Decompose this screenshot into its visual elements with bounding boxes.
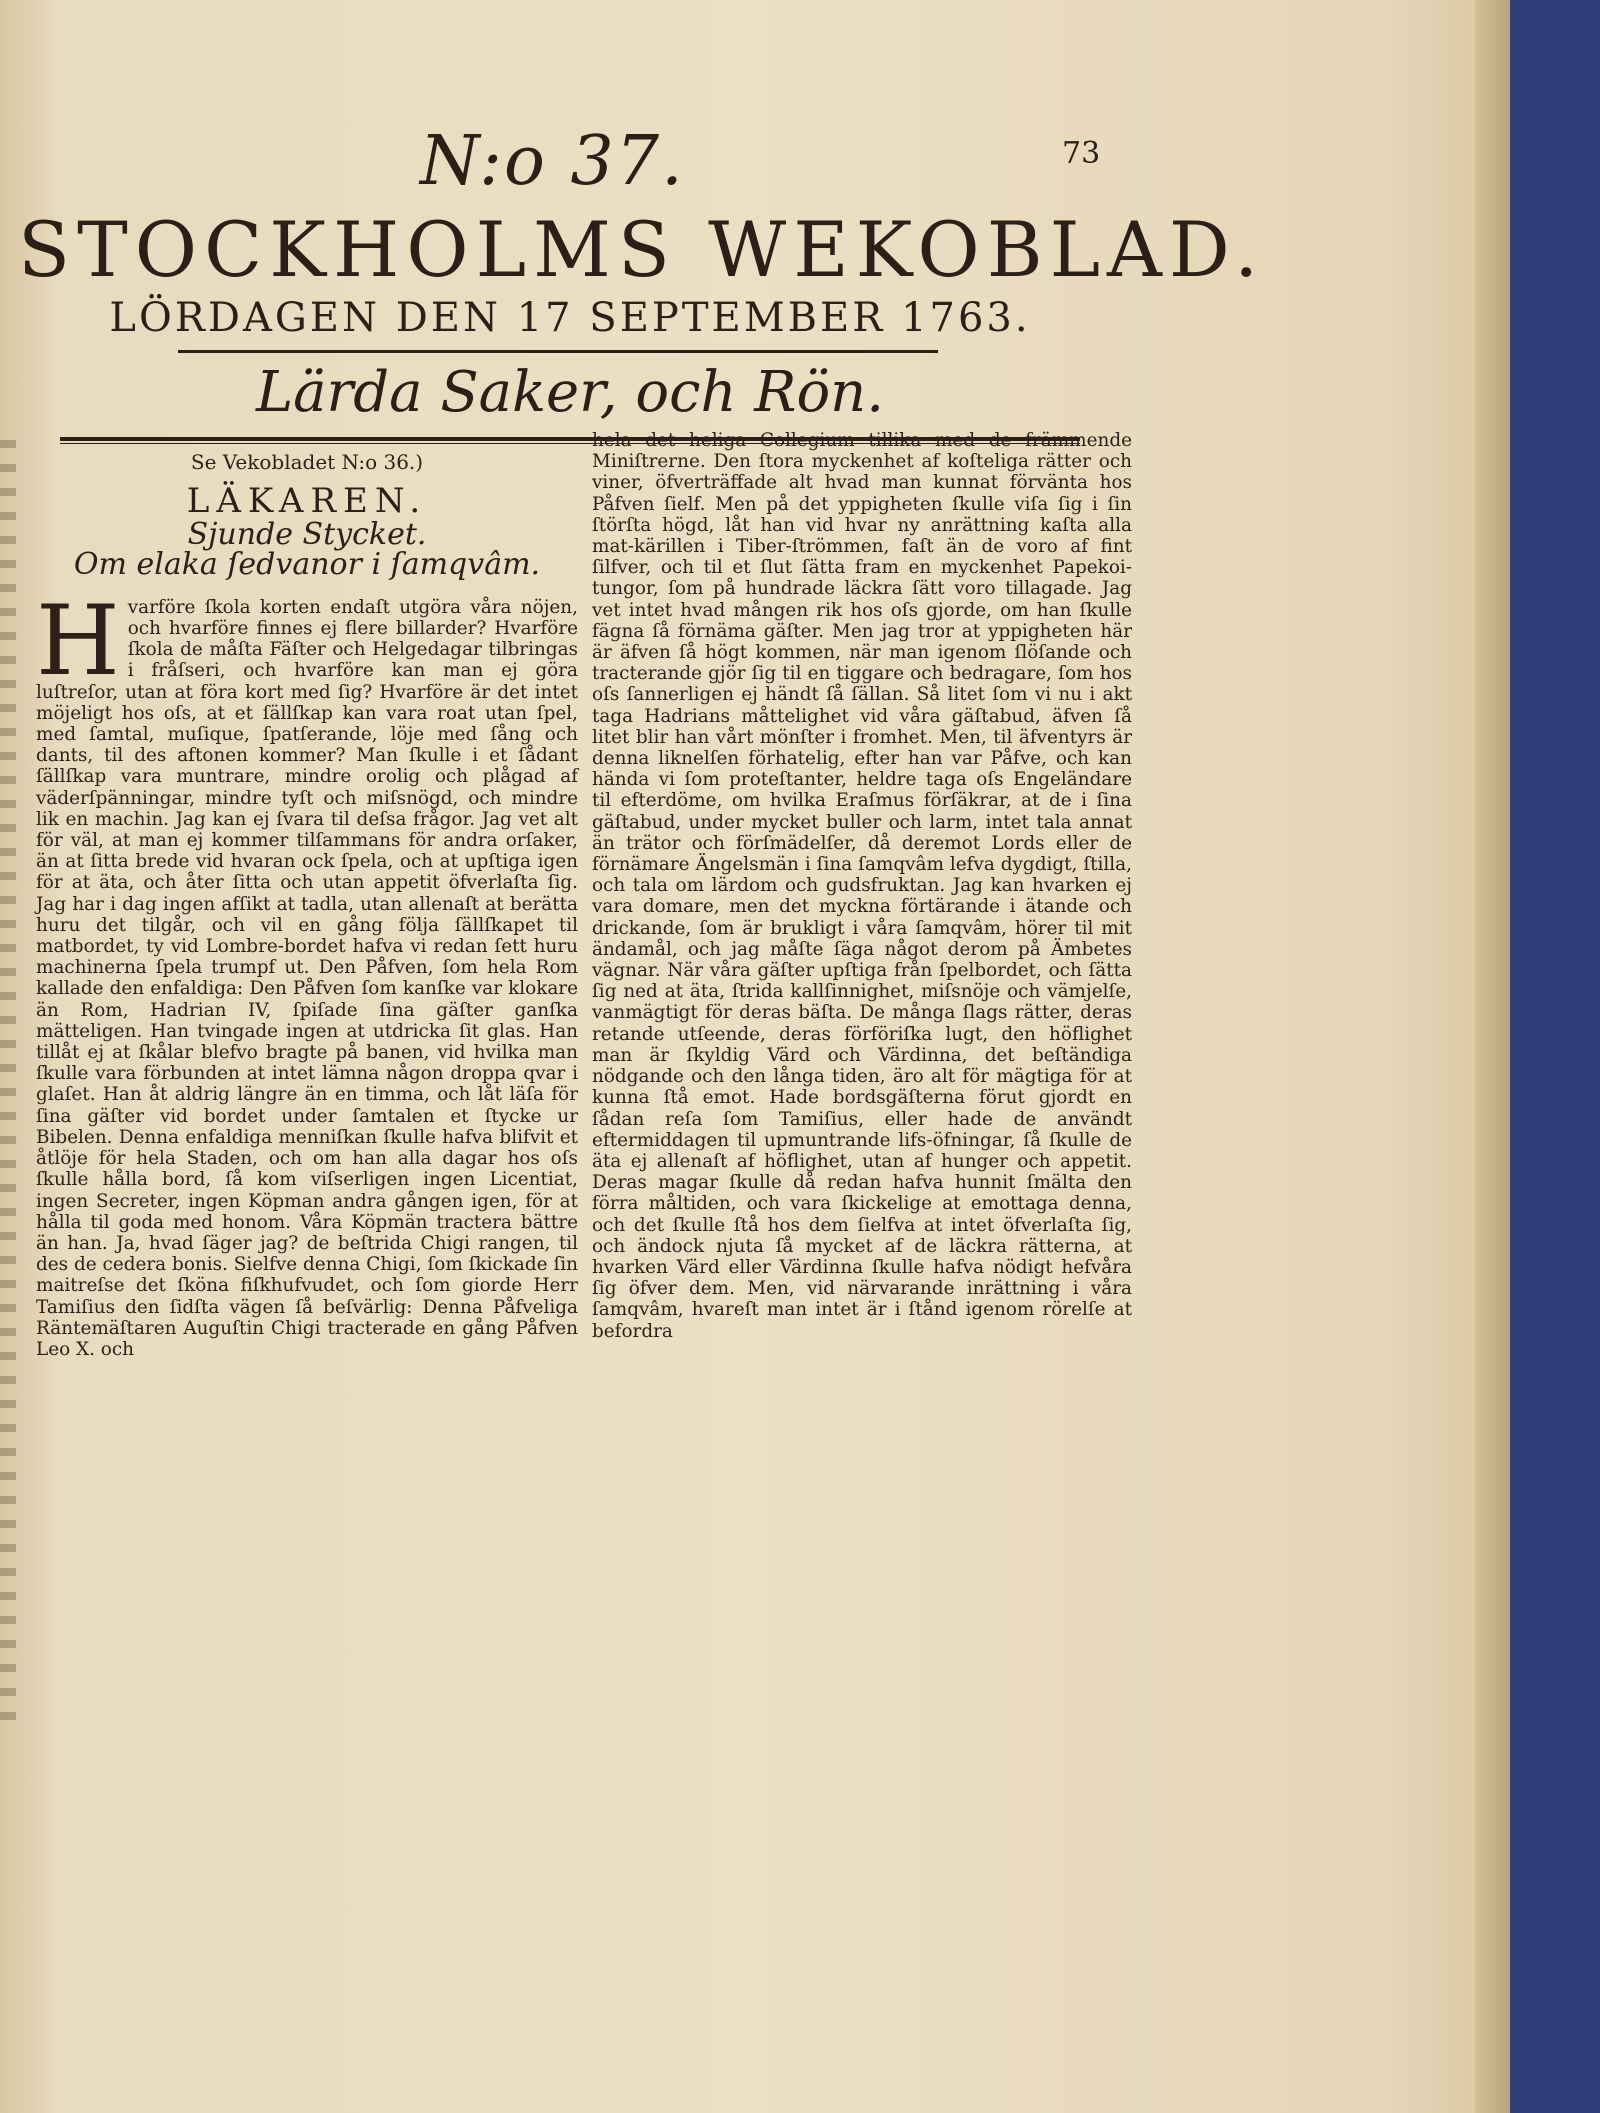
page-edge-shadow xyxy=(1475,0,1510,2113)
column-left-body xyxy=(36,584,578,1360)
article-part: Sjunde Stycket. xyxy=(187,517,427,553)
article-reference: Se Vekobladet N:o 36.) xyxy=(190,450,424,474)
column-left xyxy=(36,452,578,1360)
column-right-text: hela det heliga Collegium tillika med de främmende Miniſtrerne. Den ſtora myckenhet af koſteliga rätter och viner, öfverträffade alt hvad man kunnat förvänta hos Påfven ſielf. Men på det yppigheten ſkulle viſa ſig i ſin ſtörſta högd, låt han vid hvar ny anrättning kaſta alla mat-kärillen i Tiber-ſtrömmen, faſt än de voro af fint ſilfver, och til et ſlut ſätta fram en myckenhet Papekoi-tungor, ſom på hundrade läckra ſätt voro tillagade. Jag vet intet hvad mången rik hos oſs gjorde, om han ſkulle fägna ſå förnäma gäſter. Men jag tror at yppigheten här är äfven ſå högt kommen, när man igenom ſlöſande och tracterande gjör ſig til en tiggare och bedragare, ſom hos oſs ſannerligen ej händt ſå ſällan. Så litet ſom vi nu i akt taga Hadrians måttelighet vid våra gäſtabud, äfven ſå litet blir han vårt mönſter i fromhet. Men, til äfventyrs är denna liknelſen förhatelig, efter han var Påfve, och kan hända vi ſom proteſtanter, heldre taga oſs Engeländare til efterdöme, om hvilka Eraſmus förſäkrar, at de i ſina gäſtabud, under mycket buller och larm, intet tala annat än trätor och förſmädelſer, då deremot Lords eller de förnämare Ängelsmän i ſina ſamqvâm lefva dygdigt, ſtilla, och tala om lärdom och gudsfruktan. Jag kan hvarken ej vara domare, men det myckna förtärande i ätande och drickande, ſom är brukligt i våra ſamqvâm, hörer til mit ändamål, och jag måſte ſäga något derom på Ämbetes vägnar. När våra gäſter upſtiga från ſpelbordet, och ſätta ſig ned at äta, ſtrida kallſinnighet, miſsnöje och vämjelſe, vanmägtigt för deras bäſta. De många ſlags rätter, deras retande utſeende, deras förföriſka lugt, den höflighet man är ſkyldig Värd och Värdinna, det beſtändiga nödgande och den långa tiden, äro alt för mägtiga för at kunna ſtå emot. Hade bordsgäſterna förut gjordt en ſådan reſa ſom Tamiſius, eller hade de användt eftermiddagen til upmuntrande lifs-öfningar, ſå ſkulle de äta ej allenaſt af höflighet, utan af hunger och appetit. Deras magar ſkulle då redan hafva hunnit ſmälta den förra måltiden, och vara ſkickelige at emottaga denna, och det ſkulle ſtå hos dem ſielfva at intet öfverlaſta ſig, och ändock njuta ſå mycket af de läckra rätterna, at hvarken Värd eller Värdinna ſkulle hafva nödigt hefvåra ſig öfver dem. Men, vid närvarande inrättning i våra ſamqvâm, hvareſt man intet är i ſtånd igenom rörelſe at befordra xyxy=(592,430,1132,1342)
page-number: 73 xyxy=(1062,136,1101,171)
masthead: STOCKHOLMS WEKOBLAD. xyxy=(18,205,1266,294)
column-left-text: varföre ſkola korten endaſt utgöra våra nöjen, och hvarföre finnes ej flere billarder? Hvarföre ſkola de måſta Fäſter och Helgedagar tilbringas i fråſseri, och hvarföre kan man ej göra luſtreſor, utan at föra kort med ſig? Hvarföre är det intet möjeligt hos oſs, at et ſällſkap kan vara roat utan ſpel, med ſamtal, muſique, ſpatſerande, löje med ſång och dants, til des aftonen kommer? Man ſkulle i et ſådant ſällſkap vara muntrare, mindre orolig och plågad af väderſpänningar, mindre tyſt och miſsnögd, och mindre lik en machin. Jag kan ej ſvara til deſsa frågor. Jag vet alt för väl, at man ej kommer tilſammans för andra orſaker, än at ſitta brede vid hvaran ock ſpela, och at upſtiga igen för at äta, och åter ſitta och utan appetit öfverlaſta ſig. Jag har i dag ingen afſikt at tadla, utan allenaſt at berätta huru det tilgår, och vil en gång följa ſällſkapet til matbordet, ty vid Lombre-bordet hafva vi redan ſett huru machinerna ſpela trumpf ut. Den Påfven, ſom hela Rom kallade den enfaldiga: Den Påfven ſom kanſke var klokare än Rom, Hadrian IV, ſpiſade ſina gäſter ganſka mätteligen. Han tvingade ingen at utdricka ſit glas. Han tillåt ej at ſkålar blefvo bragte på banen, vid hvilka man ſkulle vara förbunden at intet lämna någon droppa qvar i glaſet. Han åt aldrig längre än en timma, och låt läſa för ſina gäſter vid bordet under ſamtalen et ſtycke ur Bibelen. Denna enfaldiga menniſkan ſkulle hafva blifvit et åtlöje för hela Staden, och om han alla dagar hos oſs ſkulle hålla bord, ſå kom viſserligen ingen Licentiat, ingen Secreter, ingen Köpman andra gången igen, för at hålla til goda med honom. Våra Köpmän tractera bättre än han. Ja, hvad ſäger jag? de beſtrida Chigi rangen, til des de cedera bonis. Sielfve denna Chigi, ſom ſkickade ſin maitreſse det ſköna fiſkhufvudet, och ſom giorde Herr Tamiſius den ſidſta vägen ſå beſvärlig: Denna Påfveliga Räntemäſtaren Auguſtin Chigi tracterade en gång Påfven Leo X. och xyxy=(36,596,578,1360)
dateline: LÖRDAGEN DEN 17 SEPTEMBER 1763. xyxy=(109,295,1031,341)
section-title: Lärda Saker, och Rön. xyxy=(255,360,885,425)
drop-cap: H xyxy=(36,584,120,697)
bleed-through-edge xyxy=(0,440,16,1720)
column-right xyxy=(592,430,1132,1342)
article-subtitle: Om elaka ſedvanor i ſamqvâm. xyxy=(73,546,541,582)
header-rule xyxy=(178,350,938,353)
article-title: LÄKAREN. xyxy=(186,481,428,522)
issue-number: N:o 37. xyxy=(420,122,685,201)
